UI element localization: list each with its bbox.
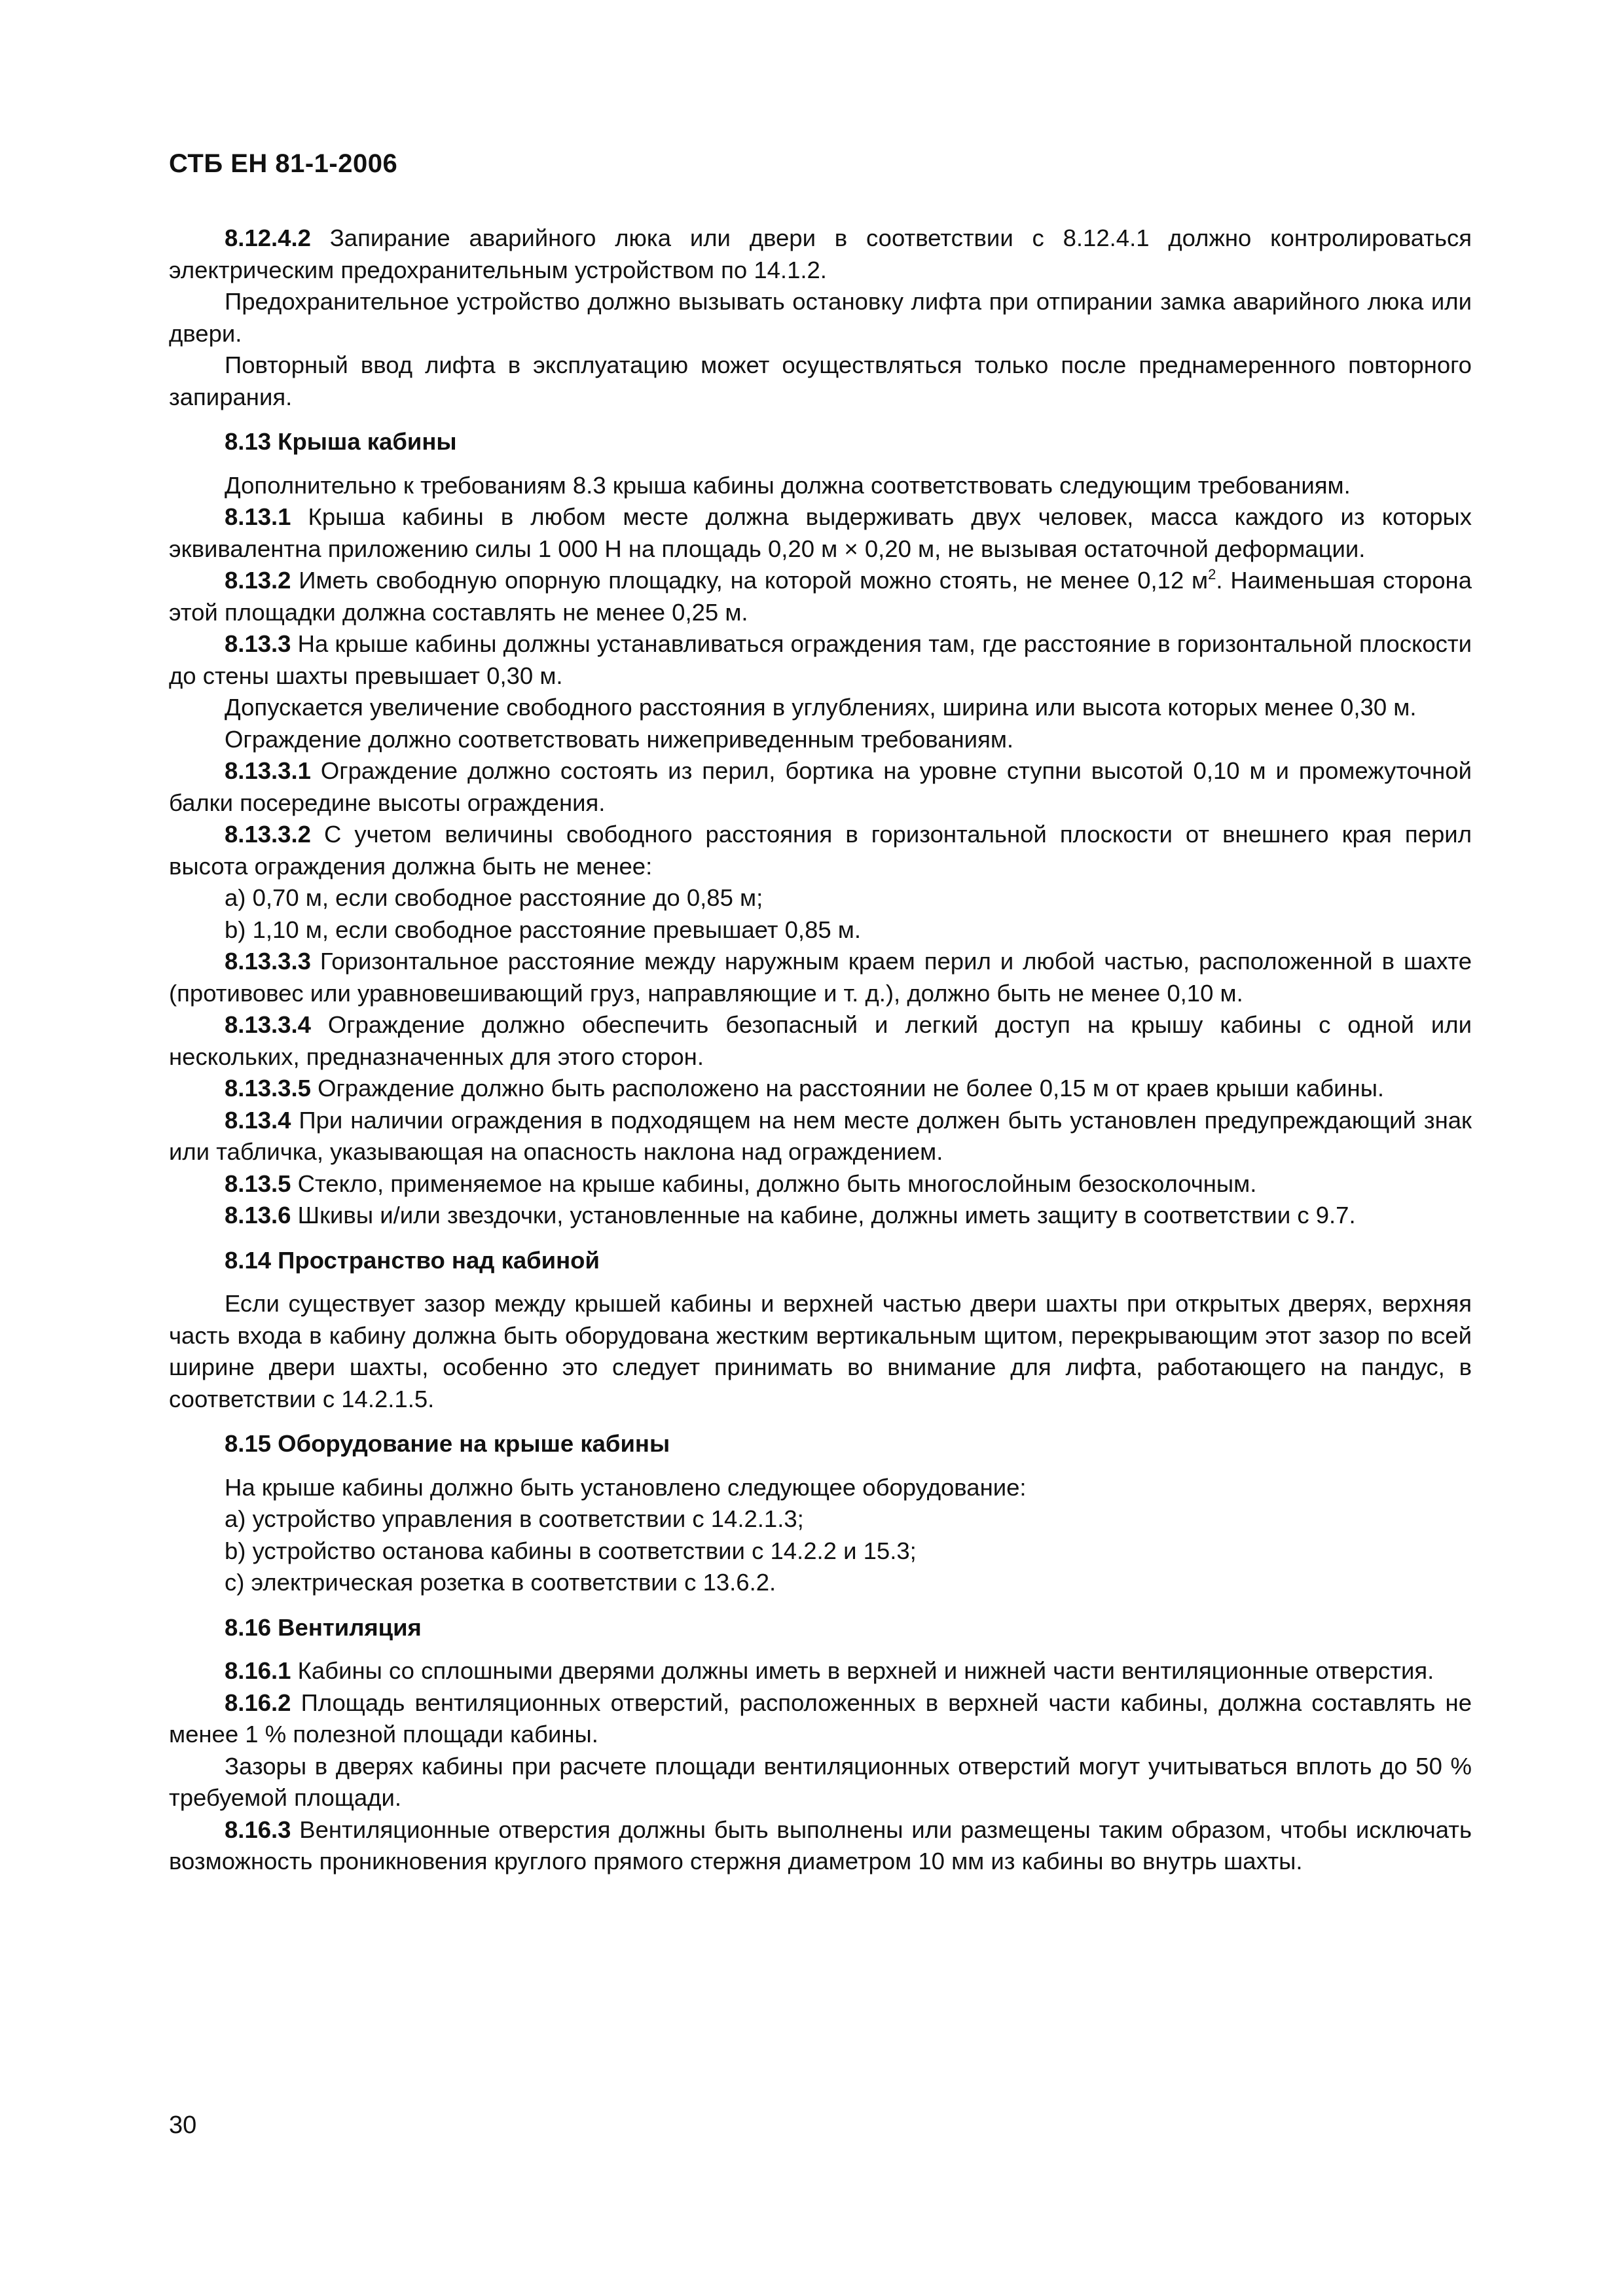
paragraph-text-tail: . Наименьшая сторона этой площадки должна составлять не менее 0,25 м. [169,567,1472,626]
superscript: 2 [1208,566,1216,583]
list-item [169,914,1472,946]
paragraph [169,1073,1472,1105]
paragraph-text: При наличии ограждения в подходящем на нем месте должен быть установлен предупреждающий знак или табличка, указывающая на опасность наклона над ограждением. [169,1106,1472,1165]
list-item [169,1535,1472,1568]
paragraph-text: С учетом величины свободного расстояния в горизонтальной плоскости от внешнего края перил высота ограждения должна быть не менее: [169,821,1472,880]
clause-number: 8.16.3 [225,1816,291,1843]
paragraph-text: b) 1,10 м, если свободное расстояние превышает 0,85 м. [225,916,862,943]
paragraph-text: Кабины со сплошными дверями должны иметь в верхней и нижней части вентиляционные отверстия. [291,1657,1434,1684]
paragraph-text: Запирание аварийного люка или двери в соответствии с 8.12.4.1 должно контролироваться электрическим предохранительным устройством по 14.1.2. [169,224,1472,283]
section-heading: 8.13 Крыша кабины [225,428,457,455]
document-code-header: СТБ ЕН 81-1-2006 [169,149,398,178]
clause-number: 8.13.3 [225,630,291,657]
paragraph-text: Ограждение должно быть расположено на расстоянии не более 0,15 м от краев крыши кабины. [310,1075,1385,1102]
paragraph-text: Крыша кабины в любом месте должна выдерживать двух человек, масса каждого из которых эквивалентна приложению силы 1 000 Н на площадь 0,20 м × 0,20 м, не вызывая остаточной деформации. [169,503,1472,562]
paragraph [169,1751,1472,1814]
paragraph-text: Если существует зазор между крышей кабины и верхней частью двери шахты при открытых дверях, верхняя часть входа в кабину должна быть оборудована жестким вертикальным щитом, перекрывающим этот зазор по всей ширине двери шахты, особенно это следует принимать во внимание для лифта, работающего на пандус, в соответствии с 14.2.1.5. [169,1290,1472,1412]
paragraph [169,1687,1472,1751]
paragraph-text: Ограждение должно соответствовать нижеприведенным требованиям. [225,725,1014,753]
paragraph [169,501,1472,565]
paragraph [169,565,1472,628]
paragraph-text: c) электрическая розетка в соответствии с 13.6.2. [225,1569,776,1596]
paragraph-text: Иметь свободную опорную площадку, на которой можно стоять, не менее 0,12 м [291,567,1209,594]
paragraph [169,1472,1472,1504]
paragraph [169,1200,1472,1232]
clause-number: 8.13.5 [225,1170,291,1197]
paragraph [169,628,1472,692]
clause-number: 8.13.3.2 [225,821,311,848]
page-number: 30 [169,2111,197,2139]
paragraph [169,692,1472,724]
paragraph [169,1105,1472,1168]
clause-number: 8.13.3.1 [225,757,311,784]
clause-number: 8.13.6 [225,1202,291,1229]
paragraph-text: Допускается увеличение свободного расстояния в углублениях, ширина или высота которых менее 0,30 м. [225,694,1417,721]
paragraph-text: Повторный ввод лифта в эксплуатацию может осуществляться только после преднамеренного повторного запирания. [169,351,1472,410]
paragraph [169,286,1472,350]
list-item [169,1503,1472,1535]
section-heading: 8.14 Пространство над кабиной [225,1246,600,1274]
clause-number: 8.13.1 [225,503,291,530]
paragraph-text: a) 0,70 м, если свободное расстояние до 0,85 м; [225,884,763,911]
paragraph-text: Вентиляционные отверстия должны быть выполнены или размещены таким образом, чтобы исключать возможность проникновения круглого прямого стержня диаметром 10 мм из кабины во внутрь шахты. [169,1816,1472,1874]
paragraph [169,724,1472,756]
paragraph [169,755,1472,819]
paragraph-text: Горизонтальное расстояние между наружным краем перил и любой частью, расположенной в шахте (противовес или уравновешивающий груз, направляющие и т. д.), должно быть не менее 0,10 м. [169,948,1472,1007]
paragraph [169,1168,1472,1200]
paragraph [169,1288,1472,1415]
paragraph-text: Шкивы и/или звездочки, установленные на кабине, должны иметь защиту в соответствии с 9.7. [291,1202,1356,1229]
paragraph [169,946,1472,1009]
paragraph [169,1814,1472,1878]
paragraph [169,223,1472,286]
paragraph [169,1009,1472,1073]
paragraph-text: На крыше кабины должны устанавливаться ограждения там, где расстояние в горизонтальной плоскости до стены шахты превышает 0,30 м. [169,630,1472,689]
clause-number: 8.13.3.4 [225,1011,311,1038]
paragraph-text: Площадь вентиляционных отверстий, расположенных в верхней части кабины, должна составлять не менее 1 % полезной площади кабины. [169,1689,1472,1748]
paragraph [169,1655,1472,1687]
paragraph-text: Ограждение должно состоять из перил, бортика на уровне ступни высотой 0,10 м и промежуточной балки посередине высоты ограждения. [169,757,1472,816]
paragraph-text: Предохранительное устройство должно вызывать остановку лифта при отпирании замка аварийного люка или двери. [169,288,1472,347]
paragraph-text: Стекло, применяемое на крыше кабины, должно быть многослойным безосколочным. [291,1170,1257,1197]
clause-number: 8.13.4 [225,1106,291,1134]
clause-number: 8.16.2 [225,1689,291,1716]
list-item [169,882,1472,914]
paragraph-text: На крыше кабины должно быть установлено следующее оборудование: [225,1473,1027,1501]
paragraph-text: Зазоры в дверях кабины при расчете площади вентиляционных отверстий могут учитываться вплоть до 50 % требуемой площади. [169,1752,1472,1811]
clause-number: 8.13.3.5 [225,1075,311,1102]
document-body [169,223,1472,1878]
section-heading: 8.15 Оборудование на крыше кабины [225,1430,670,1457]
paragraph-text: b) устройство останова кабины в соответствии с 14.2.2 и 15.3; [225,1537,917,1564]
clause-number: 8.12.4.2 [225,224,311,251]
paragraph-text: Дополнительно к требованиям 8.3 крыша кабины должна соответствовать следующим требованиям. [225,471,1351,499]
paragraph-text: Ограждение должно обеспечить безопасный и легкий доступ на крышу кабины с одной или нескольких, предназначенных для этого сторон. [169,1011,1472,1070]
section-heading: 8.16 Вентиляция [225,1613,422,1641]
paragraph [169,819,1472,882]
list-item [169,1567,1472,1599]
clause-number: 8.13.3.3 [225,948,311,975]
clause-number: 8.16.1 [225,1657,291,1684]
paragraph-text: a) устройство управления в соответствии с 14.2.1.3; [225,1505,804,1532]
clause-number: 8.13.2 [225,567,291,594]
paragraph [169,470,1472,502]
paragraph [169,350,1472,413]
